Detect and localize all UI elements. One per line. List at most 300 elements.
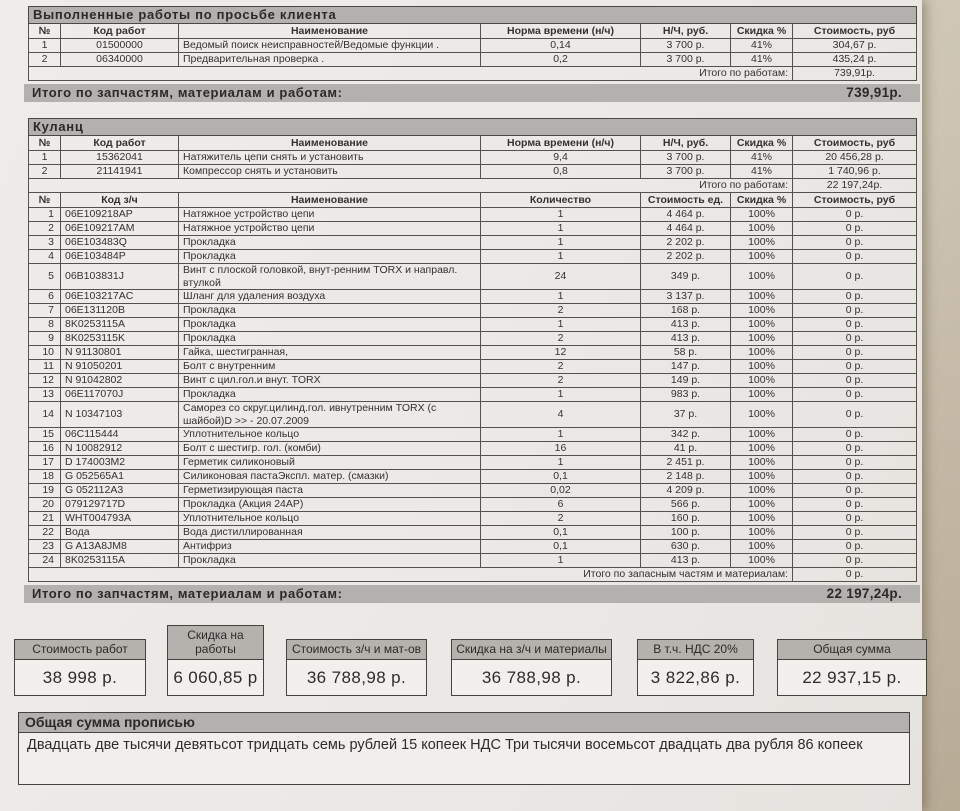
table-cell: 13 bbox=[29, 388, 61, 402]
table-row bbox=[29, 540, 917, 554]
table-cell: 2 bbox=[481, 374, 641, 388]
table-row bbox=[29, 318, 917, 332]
summary-box-label: Общая сумма bbox=[778, 640, 926, 661]
table-cell: 1 bbox=[481, 388, 641, 402]
table-cell: 100% bbox=[731, 388, 793, 402]
col-header-discount: Скидка % bbox=[731, 193, 793, 208]
table-cell: 9,4 bbox=[481, 151, 641, 165]
table-cell: 413 р. bbox=[641, 318, 731, 332]
table-cell: 0 р. bbox=[793, 250, 917, 264]
table-cell: 06E103217AC bbox=[61, 290, 179, 304]
table-cell: 23 bbox=[29, 540, 61, 554]
table-cell: 160 р. bbox=[641, 512, 731, 526]
table-cell: 0,02 bbox=[481, 484, 641, 498]
table-cell: 1 bbox=[481, 250, 641, 264]
table-row bbox=[29, 388, 917, 402]
table-cell: 100% bbox=[731, 222, 793, 236]
table-cell: 2 148 р. bbox=[641, 470, 731, 484]
summary-box-label: Стоимость работ bbox=[15, 640, 145, 661]
table-cell: Ведомый поиск неисправностей/Ведомые функции . bbox=[179, 39, 481, 53]
table-cell: 2 202 р. bbox=[641, 250, 731, 264]
table-cell: 1 bbox=[481, 222, 641, 236]
summary-box-value: 36 788,98 р. bbox=[481, 668, 582, 687]
table-cell: Натяжное устройство цепи bbox=[179, 222, 481, 236]
total-label: Итого по запасным частям и материалам: bbox=[29, 568, 793, 582]
table-cell: 100% bbox=[731, 484, 793, 498]
table-cell: 0,8 bbox=[481, 165, 641, 179]
band-label: Итого по запчастям, материалам и работам: bbox=[32, 586, 343, 601]
table-cell: 06C115444 bbox=[61, 428, 179, 442]
table-row bbox=[29, 236, 917, 250]
total-row bbox=[29, 67, 917, 81]
table-row bbox=[29, 442, 917, 456]
column-header-row bbox=[29, 136, 917, 151]
section-title-row bbox=[29, 119, 917, 136]
table-cell: Саморез со скруг.цилинд.гол. ивнутренним TORX (с шайбой)D >> - 20.07.2009 bbox=[179, 402, 481, 428]
table-row bbox=[29, 332, 917, 346]
table-row bbox=[29, 360, 917, 374]
table-cell: 8K0253115K bbox=[61, 332, 179, 346]
grand-total-band-1 bbox=[24, 84, 920, 102]
table-cell: 06E103483Q bbox=[61, 236, 179, 250]
col-header-quantity: Количество bbox=[481, 193, 641, 208]
col-header-rate: Н/Ч, руб. bbox=[641, 24, 731, 39]
table-cell: Натяжное устройство цепи bbox=[179, 208, 481, 222]
table-cell: 11 bbox=[29, 360, 61, 374]
table-row bbox=[29, 498, 917, 512]
table-cell: 1 bbox=[481, 456, 641, 470]
table-cell: Натяжитель цепи снять и установить bbox=[179, 151, 481, 165]
table-cell: 0 р. bbox=[793, 318, 917, 332]
table-row bbox=[29, 456, 917, 470]
table-cell: 100% bbox=[731, 264, 793, 290]
summary-box-works-cost bbox=[14, 639, 146, 697]
table-cell: 0,1 bbox=[481, 540, 641, 554]
col-header-time: Норма времени (н/ч) bbox=[481, 24, 641, 39]
table-cell: 566 р. bbox=[641, 498, 731, 512]
table-cell: 06B103831J bbox=[61, 264, 179, 290]
table-cell: 0,1 bbox=[481, 470, 641, 484]
section-title-row bbox=[29, 7, 917, 24]
table-cell: 0 р. bbox=[793, 208, 917, 222]
table-cell: D 174003M2 bbox=[61, 456, 179, 470]
summary-box-parts-cost bbox=[286, 639, 427, 697]
table-cell: 4 bbox=[29, 250, 61, 264]
col-header-part-code: Код з/ч bbox=[61, 193, 179, 208]
table-cell: 100% bbox=[731, 512, 793, 526]
table-cell: Прокладка bbox=[179, 318, 481, 332]
table-cell: 4 464 р. bbox=[641, 208, 731, 222]
table-cell: 0 р. bbox=[793, 526, 917, 540]
table-cell: 8 bbox=[29, 318, 61, 332]
col-header-discount: Скидка % bbox=[731, 136, 793, 151]
table-cell: Вода дистиллированная bbox=[179, 526, 481, 540]
total-label: Итого по работам: bbox=[29, 67, 793, 81]
table-cell: 20 456,28 р. bbox=[793, 151, 917, 165]
table-cell: 0 р. bbox=[793, 540, 917, 554]
table-cell: Прокладка bbox=[179, 250, 481, 264]
table-cell: 41% bbox=[731, 165, 793, 179]
table-cell: 2 bbox=[29, 165, 61, 179]
table-cell: N 91042802 bbox=[61, 374, 179, 388]
table-cell: Предварительная проверка . bbox=[179, 53, 481, 67]
table-cell: 20 bbox=[29, 498, 61, 512]
table-cell: 19 bbox=[29, 484, 61, 498]
table-cell: 0,14 bbox=[481, 39, 641, 53]
table-row bbox=[29, 39, 917, 53]
table-cell: 100% bbox=[731, 456, 793, 470]
table-row bbox=[29, 290, 917, 304]
table-row bbox=[29, 264, 917, 290]
table-cell: 8K0253115A bbox=[61, 554, 179, 568]
table-row bbox=[29, 304, 917, 318]
table-cell: Герметик силиконовый bbox=[179, 456, 481, 470]
table-cell: N 10347103 bbox=[61, 402, 179, 428]
table-cell: 2 bbox=[481, 304, 641, 318]
table-cell: 100% bbox=[731, 250, 793, 264]
table-row bbox=[29, 374, 917, 388]
table-row bbox=[29, 484, 917, 498]
table-cell: Антифриз bbox=[179, 540, 481, 554]
table-cell: 0 р. bbox=[793, 428, 917, 442]
table-cell: 0 р. bbox=[793, 236, 917, 250]
table-cell: 18 bbox=[29, 470, 61, 484]
summary-box-value: 3 822,86 р. bbox=[650, 668, 741, 687]
amount-in-words-title: Общая сумма прописью bbox=[19, 713, 909, 733]
table-cell: 1 bbox=[481, 428, 641, 442]
table-row bbox=[29, 346, 917, 360]
table-cell: 1 bbox=[481, 554, 641, 568]
table-cell: Болт с шестигр. гол. (комби) bbox=[179, 442, 481, 456]
amount-in-words-box bbox=[18, 712, 910, 785]
table-cell: 01500000 bbox=[61, 39, 179, 53]
table-cell: 5 bbox=[29, 264, 61, 290]
table-cell: G 052565A1 bbox=[61, 470, 179, 484]
table-cell: 3 bbox=[29, 236, 61, 250]
kulanz-works-total bbox=[29, 179, 917, 193]
table-cell: 15 bbox=[29, 428, 61, 442]
table-cell: WHT004793A bbox=[61, 512, 179, 526]
table-cell: Уплотнительное кольцо bbox=[179, 428, 481, 442]
summary-box-works-discount bbox=[167, 625, 264, 696]
table-cell: Прокладка bbox=[179, 236, 481, 250]
table-cell: Герметизирующая паста bbox=[179, 484, 481, 498]
table-cell: 100% bbox=[731, 526, 793, 540]
table-cell: Винт с плоской головкой, внут-ренним TORX и направл. втулкой bbox=[179, 264, 481, 290]
col-header-cost: Стоимость, руб bbox=[793, 136, 917, 151]
table-cell: 0,1 bbox=[481, 526, 641, 540]
table-cell: 41% bbox=[731, 39, 793, 53]
table-cell: 2 bbox=[481, 332, 641, 346]
table-cell: Прокладка (Акция 24АР) bbox=[179, 498, 481, 512]
table-cell: 9 bbox=[29, 332, 61, 346]
table-cell: 06E109218AP bbox=[61, 208, 179, 222]
col-header-rate: Н/Ч, руб. bbox=[641, 136, 731, 151]
table-cell: 15362041 bbox=[61, 151, 179, 165]
table-cell: 0 р. bbox=[793, 554, 917, 568]
table-cell: 41% bbox=[731, 53, 793, 67]
col-header-name: Наименование bbox=[179, 24, 481, 39]
table-cell: Гайка, шестигранная, bbox=[179, 346, 481, 360]
summary-box-label: В т.ч. НДС 20% bbox=[638, 640, 753, 661]
table-cell: 12 bbox=[29, 374, 61, 388]
table-cell: 1 bbox=[481, 318, 641, 332]
table-cell: 0 р. bbox=[793, 332, 917, 346]
section-title: Выполненные работы по просьбе клиента bbox=[29, 7, 917, 24]
table-cell: 24 bbox=[481, 264, 641, 290]
table-cell: 12 bbox=[481, 346, 641, 360]
col-header-unit-price: Стоимость ед. bbox=[641, 193, 731, 208]
col-header-num: № bbox=[29, 136, 61, 151]
table-cell: 100% bbox=[731, 318, 793, 332]
table-cell: 0 р. bbox=[793, 470, 917, 484]
table-cell: 3 700 р. bbox=[641, 151, 731, 165]
table-cell: 3 137 р. bbox=[641, 290, 731, 304]
table-cell: 413 р. bbox=[641, 554, 731, 568]
kulanz-parts-rows bbox=[29, 208, 917, 568]
table-cell: 100% bbox=[731, 332, 793, 346]
summary-box-vat bbox=[637, 639, 754, 697]
table-cell: 2 bbox=[29, 222, 61, 236]
table-cell: 100% bbox=[731, 290, 793, 304]
table-cell: 100% bbox=[731, 402, 793, 428]
summary-box-grand-total bbox=[777, 639, 927, 697]
table-cell: 0,2 bbox=[481, 53, 641, 67]
summary-box-value: 36 788,98 р. bbox=[306, 668, 407, 687]
table-cell: 8K0253115A bbox=[61, 318, 179, 332]
table-cell: 100 р. bbox=[641, 526, 731, 540]
table-cell: Прокладка bbox=[179, 554, 481, 568]
table-row bbox=[29, 53, 917, 67]
band-value: 739,91р. bbox=[846, 85, 902, 100]
client-works-header bbox=[29, 7, 917, 39]
table-cell: 0 р. bbox=[793, 304, 917, 318]
summary-box-value: 38 998 р. bbox=[42, 668, 118, 687]
table-cell: 2 202 р. bbox=[641, 236, 731, 250]
table-cell: 100% bbox=[731, 554, 793, 568]
table-row bbox=[29, 165, 917, 179]
table-cell: 100% bbox=[731, 360, 793, 374]
kulanz-works-rows bbox=[29, 151, 917, 179]
table-cell: 1 bbox=[481, 236, 641, 250]
table-cell: 0 р. bbox=[793, 402, 917, 428]
table-cell: Прокладка bbox=[179, 388, 481, 402]
col-header-cost: Стоимость, руб bbox=[793, 193, 917, 208]
table-cell: 0 р. bbox=[793, 512, 917, 526]
table-cell: 7 bbox=[29, 304, 61, 318]
table-cell: 37 р. bbox=[641, 402, 731, 428]
table-cell: 2 bbox=[481, 360, 641, 374]
table-cell: 0 р. bbox=[793, 498, 917, 512]
table-row bbox=[29, 428, 917, 442]
table-row bbox=[29, 250, 917, 264]
table-cell: 100% bbox=[731, 236, 793, 250]
client-works-rows bbox=[29, 39, 917, 67]
section-title: Куланц bbox=[29, 119, 917, 136]
table-cell: G 052112A3 bbox=[61, 484, 179, 498]
table-cell: 435,24 р. bbox=[793, 53, 917, 67]
client-works-total bbox=[29, 67, 917, 81]
table-cell: 6 bbox=[481, 498, 641, 512]
table-cell: 342 р. bbox=[641, 428, 731, 442]
band-label: Итого по запчастям, материалам и работам: bbox=[32, 85, 343, 100]
table-cell: Прокладка bbox=[179, 304, 481, 318]
col-header-code: Код работ bbox=[61, 24, 179, 39]
table-cell: 0 р. bbox=[793, 484, 917, 498]
table-row bbox=[29, 470, 917, 484]
table-cell: 24 bbox=[29, 554, 61, 568]
column-header-row bbox=[29, 24, 917, 39]
client-works-table bbox=[28, 6, 917, 81]
table-cell: 1 740,96 р. bbox=[793, 165, 917, 179]
table-cell: 06340000 bbox=[61, 53, 179, 67]
summary-box-label: Скидка на работы bbox=[168, 626, 263, 660]
summary-box-value: 22 937,15 р. bbox=[802, 668, 902, 687]
table-cell: 21141941 bbox=[61, 165, 179, 179]
table-cell: 58 р. bbox=[641, 346, 731, 360]
table-cell: 100% bbox=[731, 442, 793, 456]
total-label: Итого по работам: bbox=[29, 179, 793, 193]
table-cell: 4 209 р. bbox=[641, 484, 731, 498]
total-value: 739,91р. bbox=[793, 67, 917, 81]
table-cell: 0 р. bbox=[793, 290, 917, 304]
table-cell: 6 bbox=[29, 290, 61, 304]
table-cell: 4 bbox=[481, 402, 641, 428]
table-cell: 41 р. bbox=[641, 442, 731, 456]
kulanz-parts-total bbox=[29, 568, 917, 582]
table-cell: Компрессор снять и установить bbox=[179, 165, 481, 179]
table-row bbox=[29, 402, 917, 428]
table-cell: 06E131120B bbox=[61, 304, 179, 318]
col-header-time: Норма времени (н/ч) bbox=[481, 136, 641, 151]
table-cell: 630 р. bbox=[641, 540, 731, 554]
table-cell: 100% bbox=[731, 346, 793, 360]
table-cell: 349 р. bbox=[641, 264, 731, 290]
table-cell: 413 р. bbox=[641, 332, 731, 346]
table-cell: 100% bbox=[731, 470, 793, 484]
col-header-discount: Скидка % bbox=[731, 24, 793, 39]
table-cell: 100% bbox=[731, 304, 793, 318]
summary-boxes bbox=[14, 625, 924, 696]
table-row bbox=[29, 208, 917, 222]
table-cell: Уплотнительное кольцо bbox=[179, 512, 481, 526]
table-cell: 3 700 р. bbox=[641, 165, 731, 179]
summary-box-parts-discount bbox=[451, 639, 612, 697]
table-cell: 2 451 р. bbox=[641, 456, 731, 470]
table-cell: 0 р. bbox=[793, 374, 917, 388]
total-value: 0 р. bbox=[793, 568, 917, 582]
table-cell: 079129717D bbox=[61, 498, 179, 512]
table-cell: 16 bbox=[29, 442, 61, 456]
table-cell: N 10082912 bbox=[61, 442, 179, 456]
total-value: 22 197,24р. bbox=[793, 179, 917, 193]
table-cell: 100% bbox=[731, 428, 793, 442]
table-cell: 0 р. bbox=[793, 346, 917, 360]
table-cell: 100% bbox=[731, 540, 793, 554]
col-header-num: № bbox=[29, 193, 61, 208]
table-cell: 3 700 р. bbox=[641, 53, 731, 67]
table-cell: 0 р. bbox=[793, 388, 917, 402]
table-cell: 1 bbox=[29, 208, 61, 222]
table-cell: 22 bbox=[29, 526, 61, 540]
table-cell: N 91130801 bbox=[61, 346, 179, 360]
table-cell: 4 464 р. bbox=[641, 222, 731, 236]
table-cell: Болт с внутренним bbox=[179, 360, 481, 374]
parts-header bbox=[29, 193, 917, 208]
col-header-name: Наименование bbox=[179, 193, 481, 208]
table-cell: 1 bbox=[481, 208, 641, 222]
table-row bbox=[29, 554, 917, 568]
table-cell: N 91050201 bbox=[61, 360, 179, 374]
table-cell: 2 bbox=[481, 512, 641, 526]
col-header-cost: Стоимость, руб bbox=[793, 24, 917, 39]
table-cell: 0 р. bbox=[793, 456, 917, 470]
table-cell: 304,67 р. bbox=[793, 39, 917, 53]
table-row bbox=[29, 526, 917, 540]
total-row bbox=[29, 568, 917, 582]
table-cell: 2 bbox=[29, 53, 61, 67]
table-cell: Силиконовая пастаЭкспл. матер. (смазки) bbox=[179, 470, 481, 484]
col-header-name: Наименование bbox=[179, 136, 481, 151]
table-cell: 06E117070J bbox=[61, 388, 179, 402]
table-cell: 0 р. bbox=[793, 264, 917, 290]
table-cell: 100% bbox=[731, 374, 793, 388]
table-cell: 1 bbox=[29, 151, 61, 165]
table-row bbox=[29, 151, 917, 165]
table-cell: 06E103484P bbox=[61, 250, 179, 264]
table-cell: 17 bbox=[29, 456, 61, 470]
table-cell: Винт с цил.гол.и внут. TORX bbox=[179, 374, 481, 388]
table-row bbox=[29, 222, 917, 236]
summary-box-label: Стоимость з/ч и мат-ов bbox=[287, 640, 426, 661]
band-value: 22 197,24р. bbox=[826, 586, 902, 601]
table-cell: 983 р. bbox=[641, 388, 731, 402]
table-cell: 100% bbox=[731, 208, 793, 222]
table-cell: 06E109217AM bbox=[61, 222, 179, 236]
summary-box-value: 6 060,85 р bbox=[173, 668, 258, 687]
table-cell: 100% bbox=[731, 498, 793, 512]
table-cell: 0 р. bbox=[793, 222, 917, 236]
table-cell: 1 bbox=[29, 39, 61, 53]
amount-in-words-text: Двадцать две тысячи девятьсот тридцать семь рублей 15 копеек НДС Три тысячи восемьсот двадцать два рубля 86 копеек bbox=[27, 737, 863, 753]
table-cell: 16 bbox=[481, 442, 641, 456]
table-row bbox=[29, 512, 917, 526]
table-cell: 1 bbox=[481, 290, 641, 304]
table-cell: Вода bbox=[61, 526, 179, 540]
table-cell: 10 bbox=[29, 346, 61, 360]
col-header-code: Код работ bbox=[61, 136, 179, 151]
table-cell: 14 bbox=[29, 402, 61, 428]
table-cell: 41% bbox=[731, 151, 793, 165]
table-cell: G A13A8JM8 bbox=[61, 540, 179, 554]
table-cell: 0 р. bbox=[793, 360, 917, 374]
col-header-num: № bbox=[29, 24, 61, 39]
total-row bbox=[29, 179, 917, 193]
table-cell: 3 700 р. bbox=[641, 39, 731, 53]
table-cell: 0 р. bbox=[793, 442, 917, 456]
table-cell: 147 р. bbox=[641, 360, 731, 374]
table-cell: 149 р. bbox=[641, 374, 731, 388]
table-cell: 168 р. bbox=[641, 304, 731, 318]
summary-box-label: Скидка на з/ч и материалы bbox=[452, 640, 611, 661]
table-cell: Шланг для удаления воздуха bbox=[179, 290, 481, 304]
kulanz-table bbox=[28, 118, 917, 582]
grand-total-band-2 bbox=[24, 585, 920, 603]
table-cell: Прокладка bbox=[179, 332, 481, 346]
kulanz-header bbox=[29, 119, 917, 151]
column-header-row bbox=[29, 193, 917, 208]
table-cell: 21 bbox=[29, 512, 61, 526]
